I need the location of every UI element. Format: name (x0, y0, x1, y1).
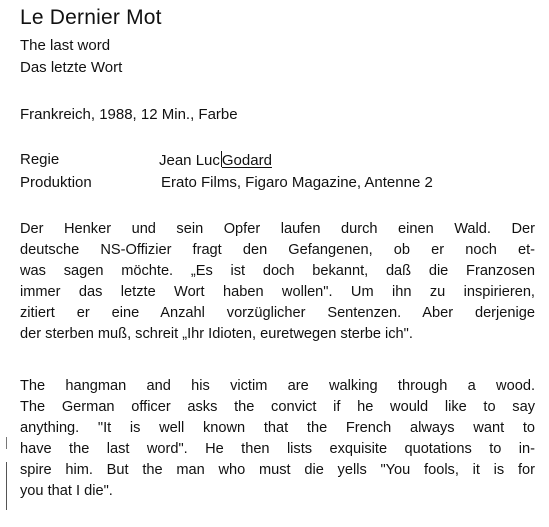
synopsis-english-line: anything. "It is well known that the French always want to (20, 420, 535, 436)
synopsis-english (20, 376, 535, 502)
synopsis-german-line: der sterben muß, schreit „Ihr Idioten, euretwegen sterbe ich". (20, 326, 413, 342)
synopsis-english-line: spire him. But the man who must die yells "You fools, it is for (20, 462, 535, 478)
english-title: The last word (20, 37, 111, 54)
synopsis-german-line: deutsche NS-Offizier fragt den Gefangenen, ob er noch et- (20, 242, 535, 258)
credit-row-production (20, 174, 540, 197)
credit-value-director (159, 151, 272, 170)
synopsis-german-line: immer das letzte Wort haben wollen". Um ihn zu inspirieren, (20, 284, 535, 300)
synopsis-german-line: zitiert er eine Anzahl vorzüglicher Sentenzen. Aber derjenige (20, 305, 535, 321)
synopsis-english-line: have the last word". He then lists exquisite quotations to in- (20, 441, 535, 457)
production-info: Frankreich, 1988, 12 Min., Farbe (20, 106, 238, 123)
scan-margin-line (6, 462, 7, 510)
credit-value-production: Erato Films, Figaro Magazine, Antenne 2 (161, 174, 433, 191)
credit-label-director: Regie (20, 151, 60, 168)
credits-block (20, 151, 540, 197)
credit-row-director (20, 151, 540, 174)
director-last-name: Godard (221, 152, 272, 169)
synopsis-german-line: was sagen möchte. „Es ist doch bekannt, daß die Franzosen (20, 263, 535, 279)
synopsis-english-line: you that I die". (20, 483, 113, 499)
film-title: Le Dernier Mot (20, 6, 162, 29)
synopsis-english-line: The hangman and his victim are walking through a wood. (20, 378, 535, 394)
german-title: Das letzte Wort (20, 59, 123, 76)
director-first-name: Jean Luc (159, 152, 220, 169)
credit-label-production: Produktion (20, 174, 92, 191)
scan-margin-mark (6, 437, 7, 449)
synopsis-english-line: The German officer asks the convict if he would like to say (20, 399, 535, 415)
synopsis-german (20, 219, 535, 345)
synopsis-german-line: Der Henker und sein Opfer laufen durch einen Wald. Der (20, 221, 535, 237)
